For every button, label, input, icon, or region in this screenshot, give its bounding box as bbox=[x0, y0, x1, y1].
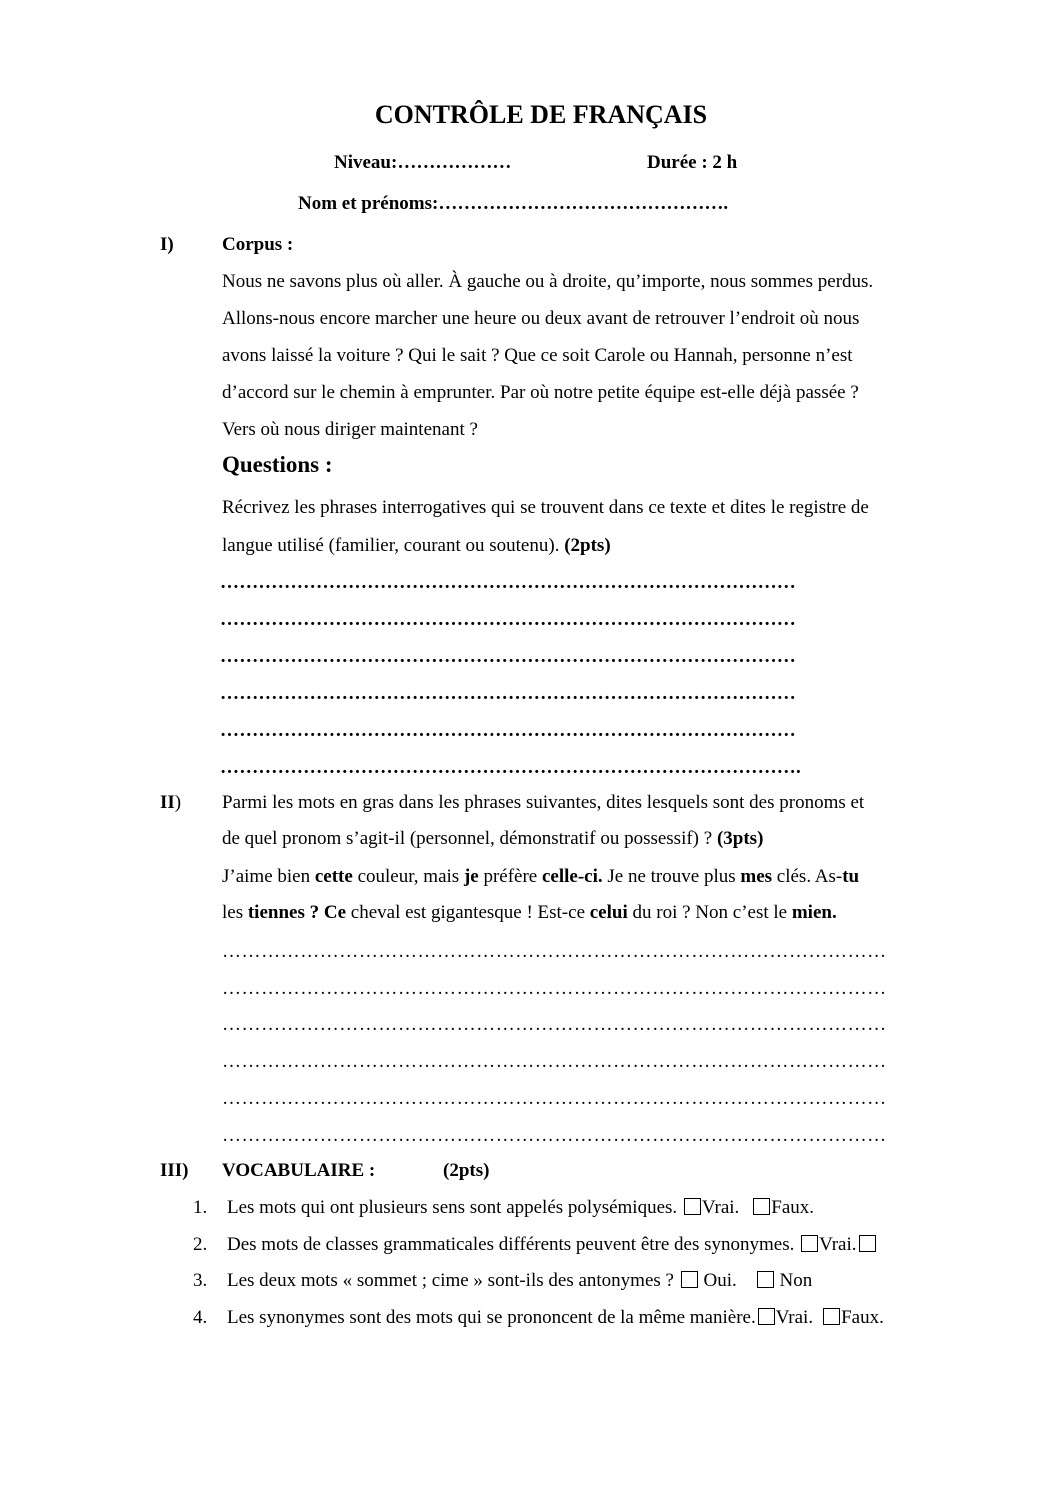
checkbox-faux[interactable] bbox=[753, 1198, 770, 1215]
corpus-line: Nous ne savons plus où aller. À gauche ou à droite, qu’importe, nous sommes perdus. bbox=[222, 271, 874, 292]
instruction-line-2 bbox=[222, 828, 763, 850]
sentence-line-1 bbox=[222, 866, 859, 888]
corpus-heading: Corpus : bbox=[222, 234, 294, 255]
sentence-text: du roi ? Non c’est le bbox=[627, 902, 792, 923]
instruction-text: de quel pronom s’agit-il (personnel, démonstratif ou possessif) ? bbox=[222, 828, 717, 849]
answer-line[interactable]: ……………………………………………………………………………… bbox=[220, 720, 796, 741]
sentence-text: cheval est gigantesque ! Est-ce bbox=[346, 902, 590, 923]
option-label: Non bbox=[779, 1270, 813, 1291]
item-text: Les mots qui ont plusieurs sens sont appelés polysémiques. bbox=[227, 1197, 682, 1218]
vocab-item-1 bbox=[227, 1197, 814, 1219]
page-title: CONTRÔLE DE FRANÇAIS bbox=[374, 100, 708, 129]
corpus-line: Allons-nous encore marcher une heure ou deux avant de retrouver l’endroit où nous bbox=[222, 308, 860, 329]
answer-line[interactable]: ………………………………………………………………………………………… bbox=[222, 1088, 887, 1109]
checkbox-vrai[interactable] bbox=[684, 1198, 701, 1215]
vocab-item-4 bbox=[227, 1307, 884, 1329]
answer-line[interactable]: ……………………………………………………………………………… bbox=[220, 609, 796, 630]
answer-line[interactable]: ………………………………………………………………………………………… bbox=[222, 941, 887, 962]
item-number: 4. bbox=[193, 1307, 208, 1328]
answer-line[interactable]: ………………………………………………………………………………………… bbox=[222, 1014, 887, 1035]
section-2-paren: ) bbox=[174, 792, 182, 813]
answer-line[interactable]: ………………………………………………………………………………………… bbox=[222, 978, 887, 999]
corpus-line: avons laissé la voiture ? Qui le sait ? Que ce soit Carole ou Hannah, personne n’est bbox=[222, 345, 853, 366]
checkbox-vrai[interactable] bbox=[801, 1235, 818, 1252]
niveau-field: Niveau:……………… bbox=[334, 152, 512, 173]
checkbox-non[interactable] bbox=[757, 1271, 774, 1288]
checkbox-oui[interactable] bbox=[681, 1271, 698, 1288]
sentence-text: préfère bbox=[478, 866, 542, 887]
option-label: Vrai. bbox=[819, 1234, 857, 1255]
item-text: Les deux mots « sommet ; cime » sont-ils des antonymes ? bbox=[227, 1270, 679, 1291]
section-1-number: I) bbox=[160, 234, 174, 255]
option-label: Vrai. bbox=[701, 1197, 740, 1218]
questions-heading: Questions : bbox=[222, 452, 333, 477]
bold-word: je bbox=[463, 866, 479, 887]
option-label: Vrai. bbox=[775, 1307, 814, 1328]
instruction-points: (3pts) bbox=[716, 828, 764, 849]
bold-word: tu bbox=[842, 866, 860, 887]
item-number: 1. bbox=[193, 1197, 208, 1218]
answer-line[interactable]: ……………………………………………………………………………… bbox=[220, 572, 796, 593]
vocab-item-3 bbox=[227, 1270, 812, 1292]
bold-word: mes bbox=[740, 866, 773, 887]
answer-line[interactable]: ………………………………………………………………………………………… bbox=[222, 1125, 887, 1146]
nom-prenoms-field: Nom et prénoms:………………………………………. bbox=[298, 193, 729, 214]
section-2-numeral: II bbox=[160, 792, 175, 813]
option-label: Faux. bbox=[841, 1307, 884, 1328]
bold-word: celle-ci. bbox=[541, 866, 603, 887]
instruction-line-1: Parmi les mots en gras dans les phrases suivantes, dites lesquels sont des pronoms et bbox=[222, 792, 865, 813]
checkbox-vrai[interactable] bbox=[758, 1308, 775, 1325]
option-label: Oui. bbox=[703, 1270, 737, 1291]
corpus-line: d’accord sur le chemin à emprunter. Par où notre petite équipe est-elle déjà passée ? bbox=[222, 382, 859, 403]
answer-line[interactable]: ………………………………………………………………………………. bbox=[220, 757, 801, 778]
checkbox-faux[interactable] bbox=[823, 1308, 840, 1325]
bold-word: celui bbox=[589, 902, 628, 923]
section-2-number bbox=[160, 792, 181, 814]
sentence-text: clés. As- bbox=[772, 866, 843, 887]
sentence-line-2 bbox=[222, 902, 837, 924]
section-3-number: III) bbox=[160, 1160, 189, 1181]
answer-line[interactable]: ……………………………………………………………………………… bbox=[220, 683, 796, 704]
question-text-line-2 bbox=[222, 535, 611, 557]
bold-word: mien. bbox=[791, 902, 837, 923]
sentence-text: couleur, mais bbox=[352, 866, 464, 887]
checkbox-faux[interactable] bbox=[859, 1235, 876, 1252]
item-number: 3. bbox=[193, 1270, 208, 1291]
vocab-item-2 bbox=[227, 1234, 877, 1256]
vocabulaire-heading: VOCABULAIRE : bbox=[222, 1160, 376, 1181]
corpus-line: Vers où nous diriger maintenant ? bbox=[222, 419, 478, 440]
sentence-text: Je ne trouve plus bbox=[602, 866, 741, 887]
question-text: langue utilisé (familier, courant ou soutenu). bbox=[222, 535, 565, 556]
item-number: 2. bbox=[193, 1234, 208, 1255]
sentence-text: les bbox=[222, 902, 248, 923]
bold-word: cette bbox=[314, 866, 353, 887]
bold-word: tiennes ? Ce bbox=[247, 902, 347, 923]
item-text: Les synonymes sont des mots qui se prononcent de la même manière. bbox=[227, 1307, 756, 1328]
vocabulaire-points: (2pts) bbox=[443, 1160, 490, 1181]
option-label: Faux. bbox=[771, 1197, 815, 1218]
sentence-text: J’aime bien bbox=[222, 866, 315, 887]
question-text-line-1: Récrivez les phrases interrogatives qui se trouvent dans ce texte et dites le registre de bbox=[222, 497, 869, 518]
answer-line[interactable]: ………………………………………………………………………………………… bbox=[222, 1051, 887, 1072]
item-text: Des mots de classes grammaticales différents peuvent être des synonymes. bbox=[227, 1234, 800, 1255]
question-points: (2pts) bbox=[564, 535, 611, 556]
duree-label: Durée : 2 h bbox=[647, 152, 738, 173]
answer-line[interactable]: ……………………………………………………………………………… bbox=[220, 646, 796, 667]
